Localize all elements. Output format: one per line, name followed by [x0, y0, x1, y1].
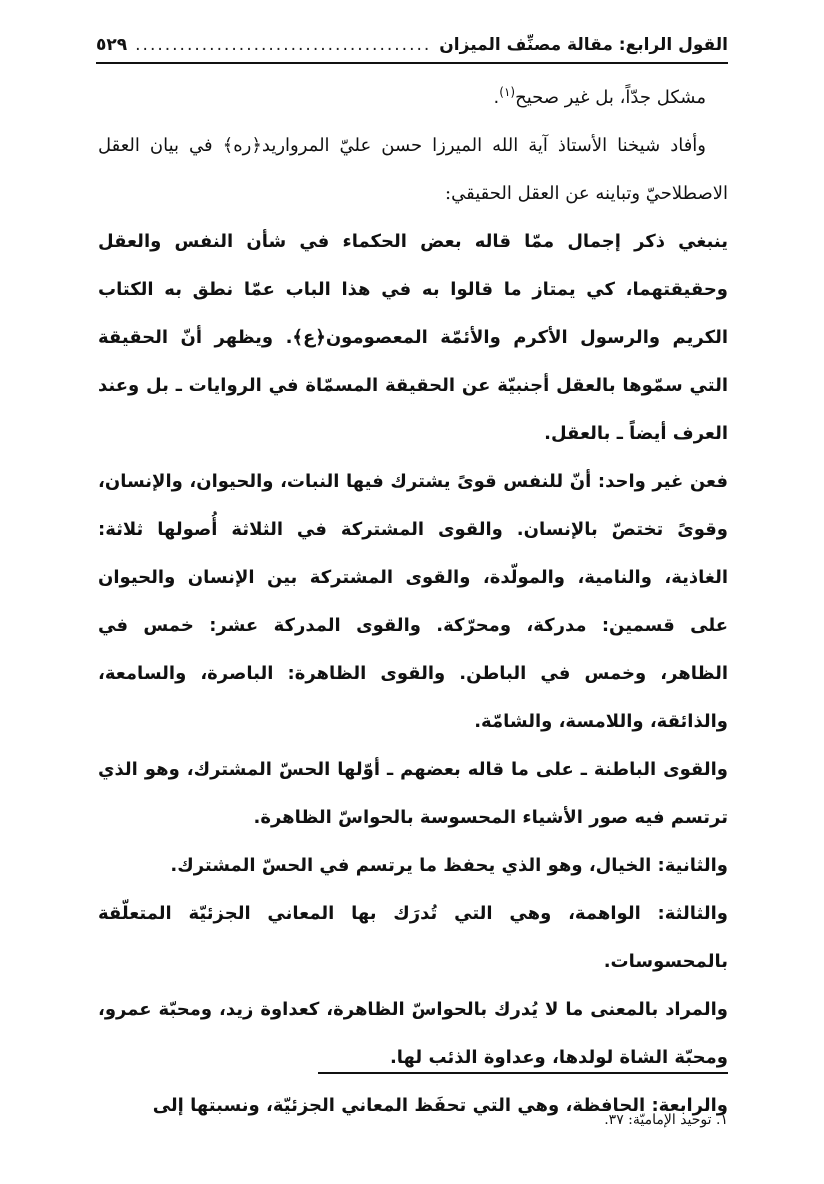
running-header: [96, 30, 728, 60]
paragraph-quote: والثانية: الخيال، وهو الذي يحفظ ما يرتسم في الحسّ المشترك.: [170, 855, 728, 876]
paragraph-quote: فعن غير واحد: أنّ للنفس قوىً يشترك فيها النبات، والحيوان، والإنسان، وقوىً تختصّ بالإنسان. والقوى المشتركة في الثلاثة أُصولها ثلاثة: الغاذية، والنامية، والمولّدة، والقوى المشتركة بين الإنسان والحيوان على قسمين: مدركة، ومحرّكة. والقوى المدركة عشر: خمس في الظاهر، وخمس في الباطن. والقوى الظاهرة: الباصرة، والسامعة، والذائقة، واللامسة، والشامّة.: [98, 471, 728, 732]
paragraph-quote: والرابعة: الحافظة، وهي التي تحفَظ المعاني الجزئيّة، ونسبتها إلى: [152, 1095, 728, 1116]
main-text: [98, 74, 728, 1130]
paragraph-quote: ينبغي ذكر إجمال ممّا قاله بعض الحكماء في شأن النفس والعقل وحقيقتهما، كي يمتاز ما قالوا به في هذا الباب عمّا نطق به الكتاب الكريم والرسول الأكرم والأئمّة المعصومون﴿ع﴾. ويظهر أنّ الحقيقة التي سمّوها بالعقل أجنبيّة عن الحقيقة المسمّاة في الروايات ـ بل وعند العرف أيضاً ـ بالعقل.: [98, 231, 728, 444]
paragraph-opening: مشكل جدّاً، بل غير صحيح$^{(١)}$.: [493, 85, 706, 108]
header-divider: [96, 62, 728, 64]
chapter-title: القول الرابع: مقالة مصنِّف الميزان: [439, 35, 728, 55]
page-number: ٥٢٩: [96, 35, 128, 55]
paragraph-quote: والقوى الباطنة ـ على ما قاله بعضهم ـ أوّلها الحسّ المشترك، وهو الذي ترتسم فيه صور الأشياء المحسوسة بالحواسّ الظاهرة.: [98, 759, 728, 828]
paragraph-quote: والثالثة: الواهمة، وهي التي تُدرَك بها المعاني الجزئيّة المتعلّقة بالمحسوسات.: [98, 903, 728, 972]
leader-dots: [135, 35, 431, 55]
footnote-marker[interactable]: (١): [499, 85, 516, 99]
paragraph-quote: والمراد بالمعنى ما لا يُدرك بالحواسّ الظاهرة، كعداوة زيد، ومحبّة عمرو، ومحبّة الشاة لولدها، وعداوة الذئب لها.: [98, 999, 728, 1068]
footnote-divider: [318, 1072, 728, 1074]
paragraph-intro: وأفاد شيخنا الأستاذ آية الله الميرزا حسن عليّ المرواريد﴿ره﴾ في بيان العقل الاصطلاحيّ وتباينه عن العقل الحقيقي:: [98, 135, 728, 204]
footnote-text: ١. توحيد الإماميّة: ٣٧.: [604, 1112, 728, 1128]
